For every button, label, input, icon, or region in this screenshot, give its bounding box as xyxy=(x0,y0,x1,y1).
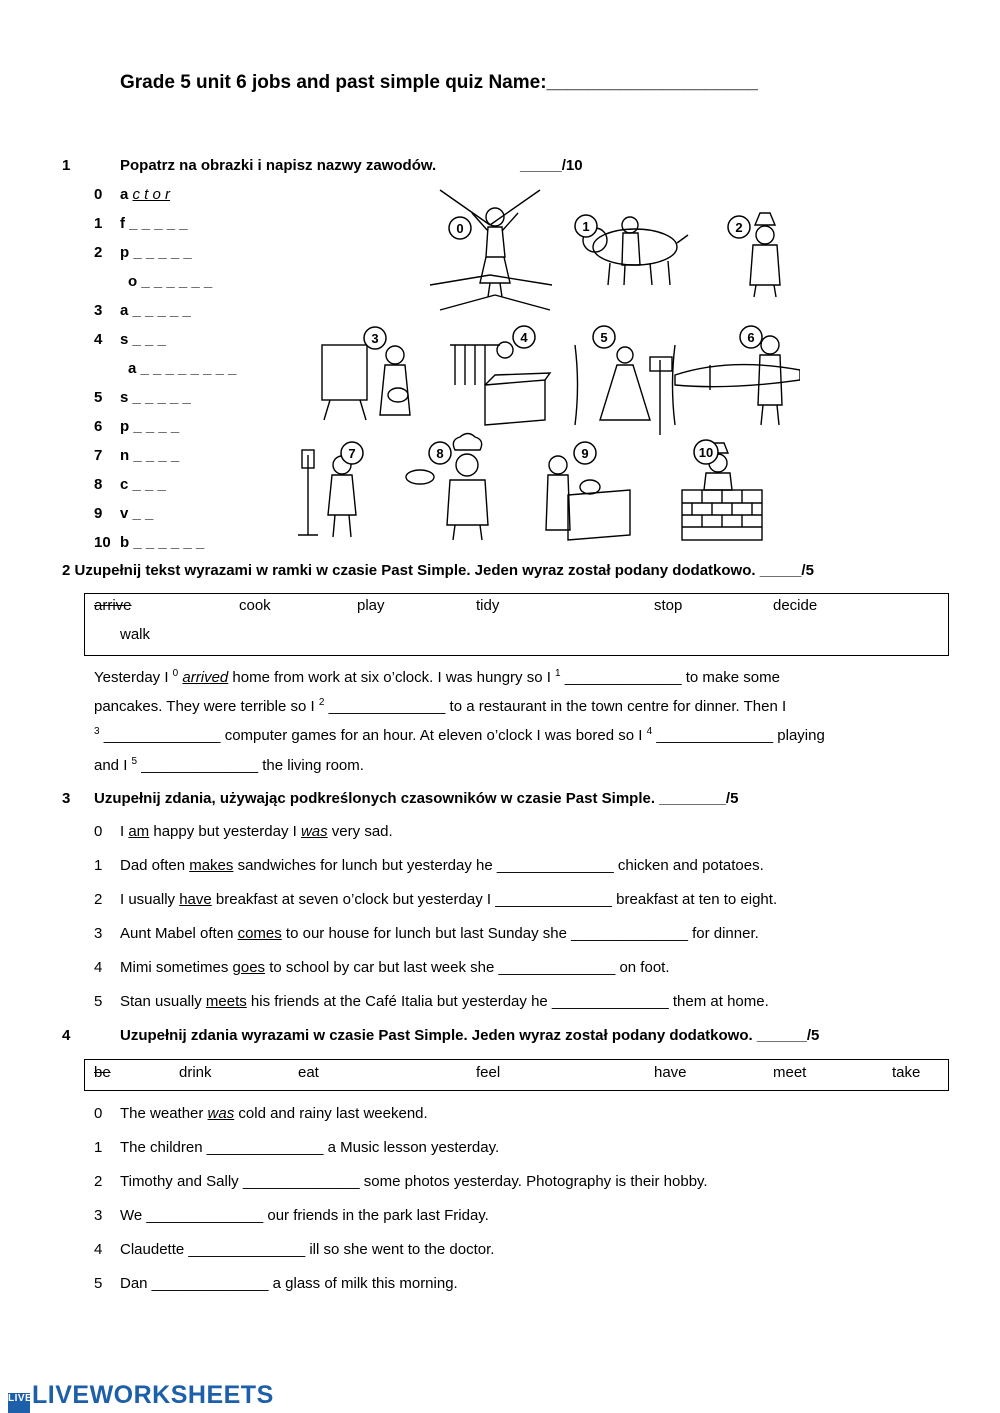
picture-number: 1 xyxy=(582,219,590,234)
section-4-number: 4 xyxy=(62,1027,71,1044)
picture-number: 10 xyxy=(698,445,714,460)
section-3-instruction: Uzupełnij zdania, używając podkreślonych czasowników w czasie Past Simple. ________/5 xyxy=(94,790,739,807)
word-box-item: be xyxy=(94,1064,111,1081)
shop-assistant-picture xyxy=(450,342,550,425)
s4-item-5[interactable]: Dan ______________ a glass of milk this morning. xyxy=(120,1275,458,1292)
word-box-item: eat xyxy=(298,1064,319,1081)
word-box-item: take xyxy=(892,1064,921,1081)
section-2-text-line-3: $^3$ ______________ computer games for an hour. At eleven o’clock I was bored so I $^4$ ______________ playing xyxy=(94,726,825,744)
word-box-item: feel xyxy=(476,1064,501,1081)
job-number: 7 xyxy=(94,447,103,464)
section-2-text-line-2: pancakes. They were terrible so I $^2$ ______________ to a restaurant in the town centre for dinner. Then I xyxy=(94,697,787,715)
job-blank-4b[interactable]: a _ _ _ _ _ _ _ _ xyxy=(128,360,237,377)
picture-number: 4 xyxy=(520,330,528,345)
word-box-item: walk xyxy=(120,626,151,643)
s3-item-number: 1 xyxy=(94,857,103,874)
artist-picture xyxy=(322,345,410,420)
s3-item-1[interactable]: Dad often makes sandwiches for lunch but yesterday he ______________ chicken and potatoes. xyxy=(120,857,764,874)
picture-number: 7 xyxy=(348,446,356,461)
s3-item-0: I am happy but yesterday I was very sad. xyxy=(120,823,393,840)
job-number: 3 xyxy=(94,302,103,319)
section-3-number: 3 xyxy=(62,790,71,807)
picture-number: 2 xyxy=(735,220,743,235)
section-2-text-line-4: and I $^5$ ______________ the living room. xyxy=(94,756,364,774)
job-blank-9[interactable]: v _ _ xyxy=(120,505,154,522)
job-number: 5 xyxy=(94,389,103,406)
job-number: 8 xyxy=(94,476,103,493)
section-2-text-line-1: Yesterday I $^0$ arrived home from work at six o’clock. I was hungry so I $^1$ ______________ to make some xyxy=(94,668,780,686)
actor-picture xyxy=(430,190,552,310)
job-blank-4a[interactable]: s _ _ _ xyxy=(120,331,166,348)
word-box-item: arrive xyxy=(94,597,132,614)
s3-item-number: 5 xyxy=(94,993,103,1010)
job-blank-6[interactable]: p _ _ _ _ xyxy=(120,418,180,435)
picture-number: 3 xyxy=(371,331,379,346)
s3-item-number: 4 xyxy=(94,959,103,976)
page-title: Grade 5 unit 6 jobs and past simple quiz Name:____________________ xyxy=(120,72,758,93)
section-4-word-box xyxy=(84,1059,949,1091)
job-number: 0 xyxy=(94,186,103,203)
vet-picture xyxy=(546,456,630,540)
section-2-word-box xyxy=(84,593,949,656)
word-box-item: decide xyxy=(773,597,818,614)
builder-picture xyxy=(682,443,762,540)
section-4-instruction: Uzupełnij zdania wyrazami w czasie Past Simple. Jeden wyraz został podany dodatkowo. ______/5 xyxy=(120,1027,820,1044)
section-1-score: _____/10 xyxy=(520,157,583,174)
job-number: 9 xyxy=(94,505,103,522)
s4-item-number: 5 xyxy=(94,1275,103,1292)
picture-number: 0 xyxy=(456,221,464,236)
word-box-item: drink xyxy=(179,1064,212,1081)
job-blank-7[interactable]: n _ _ _ _ xyxy=(120,447,180,464)
farmer-picture xyxy=(583,217,688,285)
s4-item-2[interactable]: Timothy and Sally ______________ some photos yesterday. Photography is their hobby. xyxy=(120,1173,708,1190)
word-box-item: tidy xyxy=(476,597,500,614)
s3-item-3[interactable]: Aunt Mabel often comes to our house for lunch but last Sunday she ______________ for dinner. xyxy=(120,925,759,942)
pilot-picture xyxy=(675,336,800,425)
job-blank-2b[interactable]: o _ _ _ _ _ _ xyxy=(128,273,213,290)
job-number: 2 xyxy=(94,244,103,261)
word-box-item: play xyxy=(357,597,385,614)
section-1-number: 1 xyxy=(62,157,71,174)
s3-item-number: 3 xyxy=(94,925,103,942)
section-2-heading: 2 Uzupełnij tekst wyrazami w ramki w czasie Past Simple. Jeden wyraz został podany dodatkowo. _____/5 xyxy=(62,562,814,579)
word-box-item: have xyxy=(654,1064,687,1081)
job-blank-2a[interactable]: p _ _ _ _ _ xyxy=(120,244,192,261)
s4-item-4[interactable]: Claudette ______________ ill so she went to the doctor. xyxy=(120,1241,495,1258)
logo-text: LIVEWORKSHEETS xyxy=(32,1381,274,1409)
job-number: 10 xyxy=(94,534,111,551)
s4-item-0: The weather was cold and rainy last weekend. xyxy=(120,1105,428,1122)
section-1-instruction: Popatrz na obrazki i napisz nazwy zawodów. xyxy=(120,157,437,174)
word-box-item: stop xyxy=(654,597,683,614)
s3-item-5[interactable]: Stan usually meets his friends at the Café Italia but yesterday he ______________ them at home. xyxy=(120,993,769,1010)
job-blank-10[interactable]: b _ _ _ _ _ _ xyxy=(120,534,205,551)
s4-item-number: 2 xyxy=(94,1173,103,1190)
picture-number: 5 xyxy=(600,330,608,345)
singer-picture xyxy=(575,345,675,435)
word-box-item: meet xyxy=(773,1064,807,1081)
s4-item-number: 1 xyxy=(94,1139,103,1156)
job-blank-8[interactable]: c _ _ _ xyxy=(120,476,166,493)
word-box-item: cook xyxy=(239,597,271,614)
picture-number: 8 xyxy=(436,446,444,461)
s4-item-number: 4 xyxy=(94,1241,103,1258)
s3-item-2[interactable]: I usually have breakfast at seven o’clock but yesterday I ______________ breakfast at ten to eight. xyxy=(120,891,778,908)
picture-number: 9 xyxy=(581,446,589,461)
s3-item-number: 0 xyxy=(94,823,103,840)
job-number: 4 xyxy=(94,331,103,348)
liveworksheets-logo xyxy=(8,1381,274,1413)
policeman-picture xyxy=(750,213,780,297)
job-blank-1[interactable]: f _ _ _ _ _ xyxy=(120,215,188,232)
s4-item-number: 0 xyxy=(94,1105,103,1122)
s4-item-number: 3 xyxy=(94,1207,103,1224)
job-answer-0: a c t o r xyxy=(120,186,171,203)
logo-badge-icon: LIVE xyxy=(8,1393,30,1413)
job-number: 6 xyxy=(94,418,103,435)
job-pictures xyxy=(290,185,800,555)
job-blank-5[interactable]: s _ _ _ _ _ xyxy=(120,389,191,406)
job-blank-3[interactable]: a _ _ _ _ _ xyxy=(120,302,191,319)
s3-item-4[interactable]: Mimi sometimes goes to school by car but last week she ______________ on foot. xyxy=(120,959,670,976)
s3-item-number: 2 xyxy=(94,891,103,908)
s4-item-3[interactable]: We ______________ our friends in the park last Friday. xyxy=(120,1207,489,1224)
job-number: 1 xyxy=(94,215,103,232)
s4-item-1[interactable]: The children ______________ a Music lesson yesterday. xyxy=(120,1139,500,1156)
picture-number: 6 xyxy=(747,330,755,345)
